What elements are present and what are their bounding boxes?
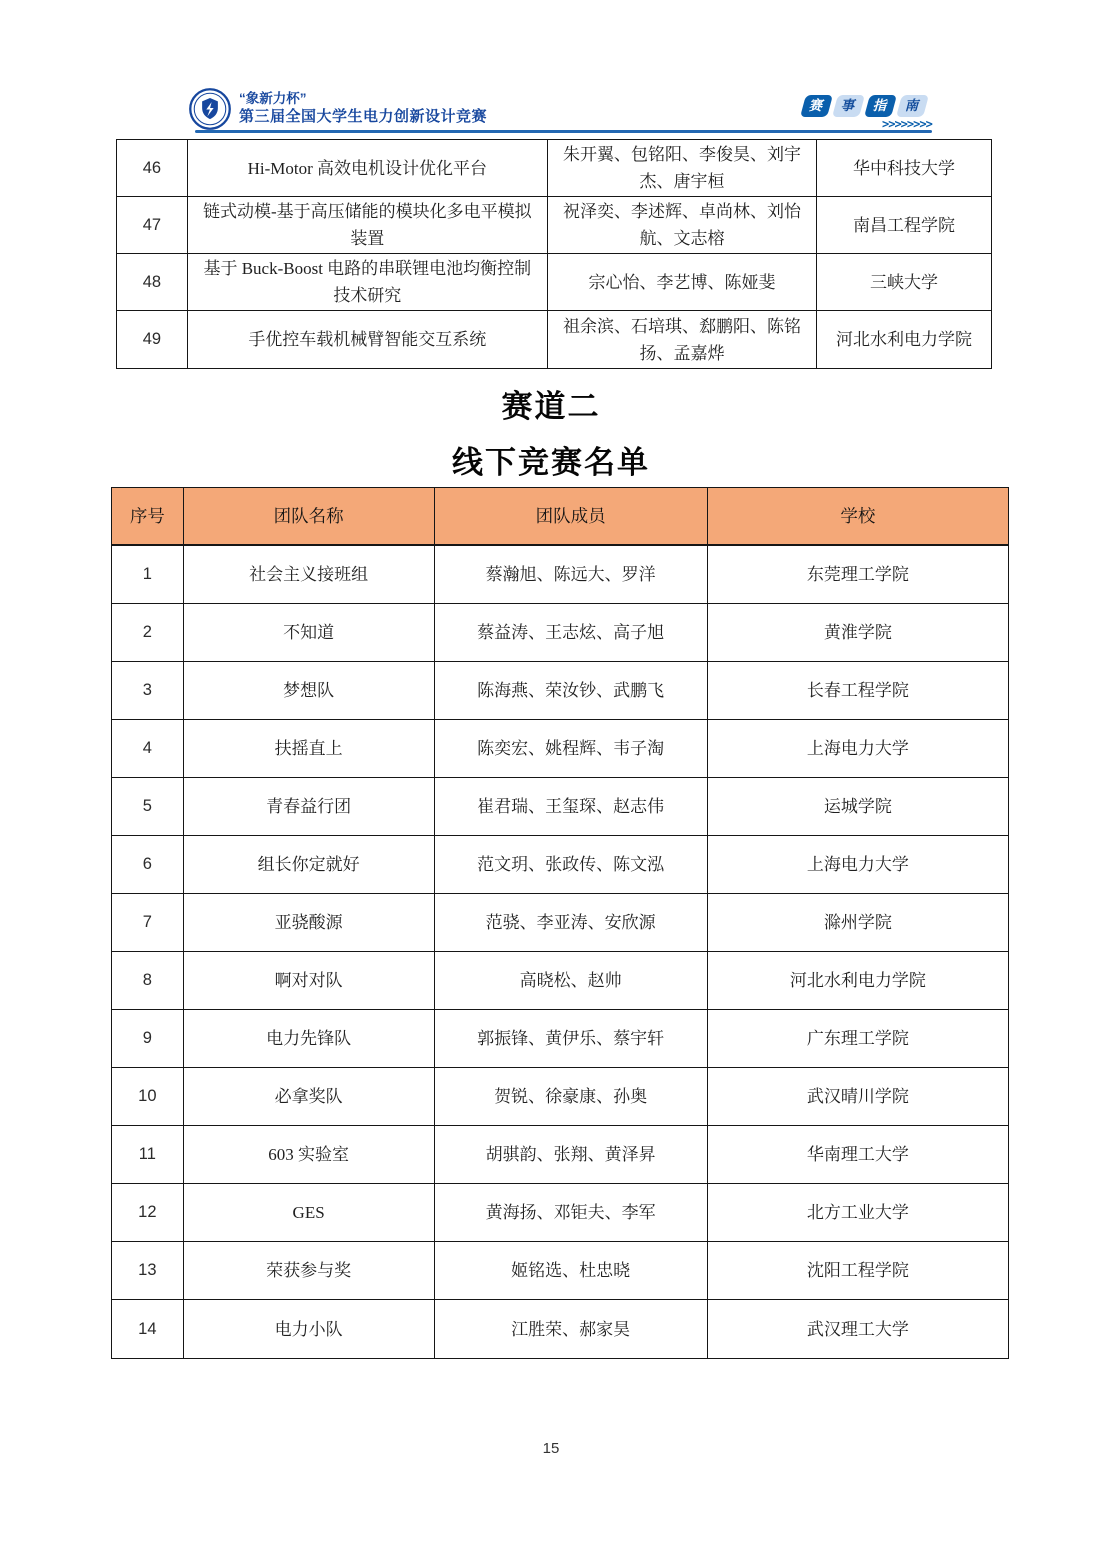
table-row (112, 952, 1008, 1010)
row-number: 14 (112, 1300, 184, 1358)
row-number: 3 (112, 662, 184, 719)
team-name: 电力小队 (184, 1300, 435, 1358)
col-header-school: 学校 (840, 505, 876, 526)
school-name: 华中科技大学 (853, 158, 955, 178)
school-name: 广东理工学院 (806, 1029, 909, 1048)
brand-text (239, 91, 487, 127)
team-members: 胡骐韵、张翔、黄泽昇 (435, 1126, 708, 1183)
table-row (112, 1068, 1008, 1126)
team-members: 陈奕宏、姚程辉、韦子淘 (435, 720, 708, 777)
guide-badge-2: 事 (832, 95, 865, 117)
team-name: 扶摇直上 (184, 720, 435, 777)
row-number: 10 (112, 1068, 184, 1125)
team-name: 电力先锋队 (184, 1010, 435, 1067)
school-name: 沈阳工程学院 (806, 1261, 909, 1280)
team-members: 蔡瀚旭、陈远大、罗洋 (435, 546, 708, 603)
school-name: 武汉晴川学院 (806, 1087, 909, 1106)
school-name: 长春工程学院 (806, 681, 909, 700)
table-row (117, 197, 991, 254)
school-name: 南昌工程学院 (853, 215, 955, 235)
school-name: 上海电力大学 (806, 739, 909, 758)
col-header-no: 序号 (112, 488, 184, 544)
team-members: 蔡益涛、王志炫、高子旭 (435, 604, 708, 661)
school-name: 武汉理工大学 (806, 1319, 909, 1339)
table-row (112, 1242, 1008, 1300)
team-members: 高晓松、赵帅 (435, 952, 708, 1009)
team-name: 亚骁酸源 (184, 894, 435, 951)
table-row (117, 254, 991, 311)
row-number: 49 (117, 311, 188, 368)
row-number: 12 (112, 1184, 184, 1241)
track1-results-table (116, 139, 992, 369)
table-row (112, 720, 1008, 778)
school-name: 河北水利电力学院 (789, 971, 926, 990)
track2-offline-table (111, 487, 1009, 1359)
team-members: 崔君瑞、王玺琛、赵志伟 (435, 778, 708, 835)
team-members: 范文玥、张政传、陈文泓 (435, 836, 708, 893)
brand-cup-title: “象新力杯” (239, 91, 307, 107)
school-name: 运城学院 (823, 797, 892, 816)
team-members: 姬铭选、杜忠晓 (435, 1242, 708, 1299)
school-name: 华南理工大学 (806, 1145, 909, 1164)
table-header-row (112, 488, 1008, 546)
guide-badge-group (803, 95, 926, 117)
guide-badge-4: 南 (896, 95, 929, 117)
school-name: 滁州学院 (823, 913, 892, 932)
competition-logo-icon (189, 88, 231, 130)
team-name: 603 实验室 (184, 1126, 435, 1183)
table-row (112, 836, 1008, 894)
team-members: 陈海燕、荣汝钞、武鹏飞 (435, 662, 708, 719)
row-number: 9 (112, 1010, 184, 1067)
row-number: 6 (112, 836, 184, 893)
row-number: 13 (112, 1242, 184, 1299)
offline-list-heading: 线下竞赛名单 (452, 445, 650, 480)
row-number: 1 (112, 546, 184, 603)
team-name: 不知道 (184, 604, 435, 661)
row-number: 46 (117, 140, 188, 196)
row-number: 8 (112, 952, 184, 1009)
table-row (112, 546, 1008, 604)
row-number: 7 (112, 894, 184, 951)
school-name: 黄淮学院 (823, 623, 892, 642)
track-heading: 赛道二 (501, 389, 601, 424)
guide-badge-3: 指 (864, 95, 897, 117)
team-members: 祖余滨、石培琪、郄鹏阳、陈铭扬、孟嘉烨 (548, 311, 817, 368)
row-number: 47 (117, 197, 188, 253)
brand (189, 88, 487, 130)
table-row (117, 140, 991, 197)
page-number: 15 (542, 1440, 560, 1457)
team-name: 青春益行团 (184, 778, 435, 835)
school-name: 东莞理工学院 (806, 565, 909, 584)
team-name: 组长你定就好 (184, 836, 435, 893)
brand-competition-title: 第三届全国大学生电力创新设计竞赛 (239, 108, 488, 126)
team-members: 祝泽奕、李述辉、卓尚林、刘怡航、文志榕 (548, 197, 817, 253)
row-number: 4 (112, 720, 184, 777)
table-row (112, 1300, 1008, 1358)
team-name: 必拿奖队 (184, 1068, 435, 1125)
school-name: 河北水利电力学院 (836, 330, 972, 349)
table-row (112, 1126, 1008, 1184)
table-row (117, 311, 991, 368)
team-members: 郭振锋、黄伊乐、蔡宇轩 (435, 1010, 708, 1067)
table-row (112, 778, 1008, 836)
team-name: GES (184, 1184, 435, 1241)
school-name: 上海电力大学 (806, 855, 909, 874)
col-header-members: 团队成员 (435, 488, 708, 544)
col-header-team: 团队名称 (184, 488, 435, 544)
table-row (112, 894, 1008, 952)
header-rule (195, 130, 932, 133)
team-name: 啊对对队 (184, 952, 435, 1009)
team-name: 社会主义接班组 (184, 546, 435, 603)
project-title: Hi-Motor 高效电机设计优化平台 (188, 140, 548, 196)
school-name: 北方工业大学 (806, 1203, 909, 1222)
project-title: 手优控车载机械臂智能交互系统 (188, 311, 548, 368)
team-name: 梦想队 (184, 662, 435, 719)
row-number: 11 (112, 1126, 184, 1183)
team-members: 江胜荣、郝家昊 (435, 1300, 708, 1358)
chevrons-icon: >>>>>>>> (882, 117, 932, 131)
guide-badge-1: 赛 (800, 95, 833, 117)
team-members: 宗心怡、李艺博、陈娅斐 (548, 254, 817, 310)
team-members: 贺锐、徐豪康、孙奥 (435, 1068, 708, 1125)
project-title: 链式动模-基于高压储能的模块化多电平模拟装置 (188, 197, 548, 253)
school-name: 三峡大学 (870, 272, 938, 292)
row-number: 48 (117, 254, 188, 310)
table-row (112, 1184, 1008, 1242)
team-members: 黄海扬、邓钜夫、李军 (435, 1184, 708, 1241)
table-row (112, 604, 1008, 662)
team-members: 朱开翼、包铭阳、李俊昊、刘宇杰、唐宇桓 (548, 140, 817, 196)
team-members: 范骁、李亚涛、安欣源 (435, 894, 708, 951)
project-title: 基于 Buck-Boost 电路的串联锂电池均衡控制技术研究 (188, 254, 548, 310)
row-number: 2 (112, 604, 184, 661)
team-name: 荣获参与奖 (184, 1242, 435, 1299)
table-row (112, 662, 1008, 720)
table-row (112, 1010, 1008, 1068)
row-number: 5 (112, 778, 184, 835)
